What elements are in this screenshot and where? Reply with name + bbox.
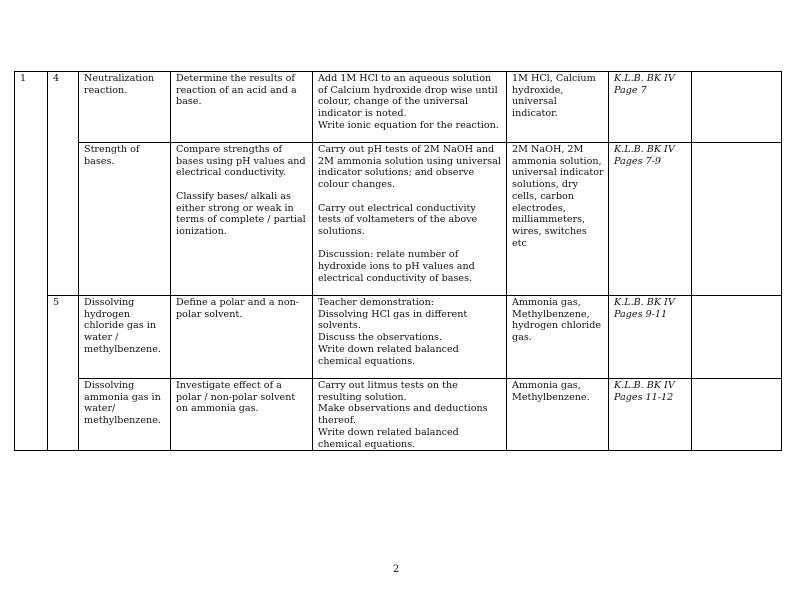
table-row <box>15 72 782 143</box>
activities-cell <box>313 143 507 296</box>
references-cell <box>609 72 692 143</box>
topic-cell: Neutralization reaction. <box>79 72 171 143</box>
objectives-cell <box>171 143 313 296</box>
references-cell <box>609 143 692 296</box>
week-cell: 1 <box>15 72 48 451</box>
objective-text: Classify bases/ alkali as either strong or weak in terms of complete / partial ionization. <box>176 190 306 237</box>
remarks-cell <box>692 296 782 379</box>
reference-pages: Pages 7-9 <box>614 155 661 167</box>
resources-cell: 2M NaOH, 2M ammonia solution, universal indicator solutions, dry cells, carbon electrodes, milliammeters, wires, switches etc <box>507 143 609 296</box>
page-number: 2 <box>392 564 400 575</box>
activity-text: Carry out pH tests of 2M NaOH and 2M ammonia solution using universal indicator solutions; and observe colour changes. <box>318 144 501 191</box>
reference-pages: Pages 9-11 <box>614 308 668 320</box>
activity-text: Write ionic equation for the reaction. <box>318 119 499 131</box>
table-row <box>15 379 782 451</box>
activity-text: Carry out litmus tests on the resulting solution. <box>318 380 458 403</box>
resources-cell: Ammonia gas, Methylbenzene. <box>507 379 609 451</box>
reference-book: K.L.B. BK IV <box>614 380 675 391</box>
scheme-of-work-table <box>14 71 782 451</box>
lesson-cell: 5 <box>48 296 79 451</box>
table-row <box>15 143 782 296</box>
objectives-cell <box>171 296 313 379</box>
activity-text: Write down related balanced chemical equations. <box>318 426 459 450</box>
remarks-cell <box>692 72 782 143</box>
objective-text: Investigate effect of a polar / non-polar solvent on ammonia gas. <box>176 380 296 415</box>
activity-text: Dissolving HCl gas in different solvents. <box>318 308 468 332</box>
objective-text: Define a polar and a non-polar solvent. <box>176 297 300 320</box>
activity-text: Write down related balanced chemical equations. <box>318 343 459 367</box>
activity-text: Add 1M HCl to an aqueous solution of Calcium hydroxide drop wise until colour, change of the universal indicator is noted. <box>318 73 498 120</box>
references-cell <box>609 296 692 379</box>
objective-text: Determine the results of reaction of an acid and a base. <box>176 73 297 108</box>
remarks-cell <box>692 379 782 451</box>
objectives-cell <box>171 72 313 143</box>
objectives-cell <box>171 379 313 451</box>
activity-text: Discuss the observations. <box>318 332 442 344</box>
activity-text: Make observations and deductions thereof. <box>318 403 488 427</box>
activities-cell <box>313 72 507 143</box>
objective-text: Compare strengths of bases using pH values and electrical conductivity. <box>176 144 306 179</box>
references-cell <box>609 379 692 451</box>
topic-cell: Dissolving ammonia gas in water/ methylbenzene. <box>79 379 171 451</box>
remarks-cell <box>692 143 782 296</box>
reference-pages: Page 7 <box>614 84 647 96</box>
resources-cell: 1M HCl, Calcium hydroxide, universal indicator. <box>507 72 609 143</box>
lesson-cell: 4 <box>48 72 79 296</box>
activity-text: Discussion: relate number of hydroxide ions to pH values and electrical conductivity of bases. <box>318 249 475 284</box>
table-row <box>15 296 782 379</box>
activities-cell <box>313 379 507 451</box>
reference-book: K.L.B. BK IV <box>614 144 675 155</box>
activity-text: Teacher demonstration: <box>318 297 434 308</box>
topic-cell: Strength of bases. <box>79 143 171 296</box>
reference-book: K.L.B. BK IV <box>614 297 675 308</box>
topic-cell: Dissolving hydrogen chloride gas in water / methylbenzene. <box>79 296 171 379</box>
reference-book: K.L.B. BK IV <box>614 73 675 84</box>
resources-cell: Ammonia gas, Methylbenzene, hydrogen chloride gas. <box>507 296 609 379</box>
activities-cell <box>313 296 507 379</box>
activity-text: Carry out electrical conductivity tests of voltameters of the above solutions. <box>318 202 478 237</box>
reference-pages: Pages 11-12 <box>614 391 674 403</box>
